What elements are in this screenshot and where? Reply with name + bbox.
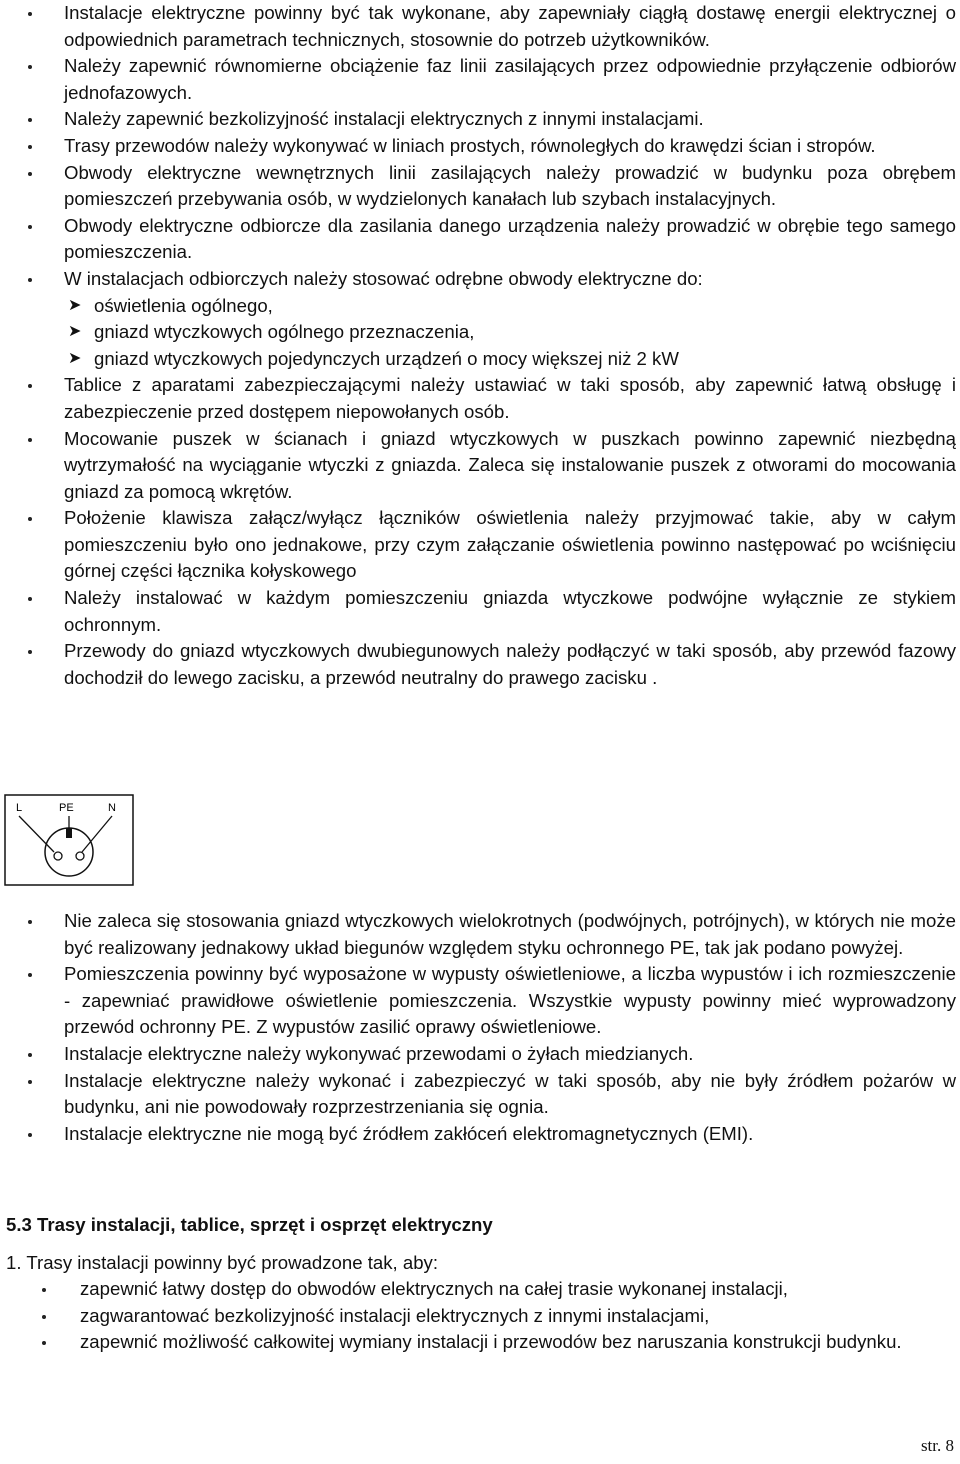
sub-list-item: ➤ gniazd wtyczkowych pojedynczych urządzeń o mocy większej niż 2 kW bbox=[64, 346, 956, 373]
sub-list-item: ➤ gniazd wtyczkowych ogólnego przeznaczenia, bbox=[64, 319, 956, 346]
list-item: Instalacje elektryczne należy wykonać i zabezpieczyć w taki sposób, aby nie były źródłem pożarów w budynku, ani nie powodowały rozprzestrzeniania się ognia. bbox=[0, 1068, 960, 1121]
bullet-icon bbox=[28, 278, 32, 282]
list-item: Nie zaleca się stosowania gniazd wtyczkowych wielokrotnych (podwójnych, potrójnych), w których nie może być realizowany jednakowy układ biegunów względem styku ochronnego PE, tak jak podano powyżej. bbox=[0, 908, 960, 961]
requirements-list-bottom bbox=[0, 908, 960, 1147]
list-item: Instalacje elektryczne nie mogą być źródłem zakłóceń elektromagnetycznych (EMI). bbox=[0, 1121, 960, 1148]
list-item: Mocowanie puszek w ścianach i gniazd wtyczkowych w puszkach powinno zapewnić niezbędną wytrzymałość na wyciąganie wtyczki z gniazda. Zaleca się instalowanie puszek z otworami do mocowania gniazd za pomocą wkrętów. bbox=[0, 426, 960, 506]
label-n: N bbox=[108, 802, 116, 814]
sub-list-item: ➤ oświetlenia ogólnego, bbox=[64, 293, 956, 320]
list-item: Instalacje elektryczne należy wykonywać przewodami o żyłach miedzianych. bbox=[0, 1041, 960, 1068]
list-item: Należy instalować w każdym pomieszczeniu gniazda wtyczkowe podwójne wyłącznie ze stykiem ochronnym. bbox=[0, 585, 960, 638]
bullet-icon bbox=[28, 973, 32, 977]
arrow-bullet-icon: ➤ bbox=[68, 323, 82, 341]
arrow-bullet-icon: ➤ bbox=[68, 349, 82, 367]
bullet-icon bbox=[28, 920, 32, 924]
socket-wiring-diagram bbox=[4, 794, 134, 886]
bullet-icon bbox=[28, 1133, 32, 1137]
bullet-icon bbox=[28, 384, 32, 388]
wire-n bbox=[82, 816, 112, 852]
socket-hole-left bbox=[54, 852, 62, 860]
protective-pin bbox=[66, 828, 72, 838]
list-item: Trasy przewodów należy wykonywać w liniach prostych, równoległych do krawędzi ścian i stropów. bbox=[0, 133, 960, 160]
list-item: zagwarantować bezkolizyjność instalacji elektrycznych z innymi instalacjami, bbox=[0, 1303, 960, 1330]
bullet-icon bbox=[42, 1288, 46, 1292]
list-item: zapewnić możliwość całkowitej wymiany instalacji i przewodów bez naruszania konstrukcji budynku. bbox=[0, 1329, 960, 1356]
bullet-icon bbox=[28, 1053, 32, 1057]
installation-routes-list bbox=[0, 1276, 960, 1356]
bullet-icon bbox=[28, 650, 32, 654]
list-item: Pomieszczenia powinny być wyposażone w wypusty oświetleniowe, a liczba wypustów i ich rozmieszczenie - zapewniać prawidłowe oświetlenie pomieszczenia. Wszystkie wypusty powinny mieć wyprowadzony przewód ochronny PE. Z wypustów zasilić oprawy oświetleniowe. bbox=[0, 961, 960, 1041]
bullet-icon bbox=[28, 12, 32, 16]
bullet-icon bbox=[28, 118, 32, 122]
list-item: Obwody elektryczne odbiorcze dla zasilania danego urządzenia należy prowadzić w obrębie tego samego pomieszczenia. bbox=[0, 213, 960, 266]
label-l: L bbox=[16, 802, 23, 814]
bullet-icon bbox=[42, 1315, 46, 1319]
bullet-icon bbox=[28, 225, 32, 229]
bullet-icon bbox=[28, 1080, 32, 1084]
arrow-bullet-icon: ➤ bbox=[68, 296, 82, 314]
list-item: Instalacje elektryczne powinny być tak wykonane, aby zapewniały ciągłą dostawę energii elektrycznej o odpowiednich parametrach technicznych, stosownie do potrzeb użytkowników. bbox=[0, 0, 960, 53]
sub-list bbox=[64, 293, 956, 373]
bullet-icon bbox=[28, 172, 32, 176]
list-item: Obwody elektryczne wewnętrznych linii zasilających należy prowadzić w budynku poza obrębem pomieszczeń przebywania osób, w wydzielonych kanałach lub szybach instalacyjnych. bbox=[0, 160, 960, 213]
socket-hole-right bbox=[76, 852, 84, 860]
bullet-icon bbox=[28, 438, 32, 442]
list-item: Należy zapewnić równomierne obciążenie faz linii zasilających przez odpowiednie przyłączenie odbiorów jednofazowych. bbox=[0, 53, 960, 106]
bullet-icon bbox=[28, 65, 32, 69]
list-item: zapewnić łatwy dostęp do obwodów elektrycznych na całej trasie wykonanej instalacji, bbox=[0, 1276, 960, 1303]
list-item: Tablice z aparatami zabezpieczającymi należy ustawiać w taki sposób, aby zapewnić łatwą obsługę i zabezpieczenie przed dostępem niepowołanych osób. bbox=[0, 372, 960, 425]
list-item: W instalacjach odbiorczych należy stosować odrębne obwody elektryczne do: ➤ oświetlenia ogólnego, ➤ gniazd wtyczkowych ogólnego przeznaczenia, ➤ gniazd wtyczkowych pojedynczych urządzeń o mocy większej niż 2 kW bbox=[0, 266, 960, 372]
bullet-icon bbox=[28, 517, 32, 521]
list-item: Położenie klawisza załącz/wyłącz łączników oświetlenia należy przyjmować takie, aby w całym pomieszczeniu było ono jednakowe, przy czym załączanie oświetlenia powinno następować po wciśnięciu górnej części łącznika kołyskowego bbox=[0, 505, 960, 585]
page-number: str. 8 bbox=[920, 1436, 954, 1456]
label-pe: PE bbox=[59, 802, 74, 814]
bullet-icon bbox=[28, 145, 32, 149]
list-item: Przewody do gniazd wtyczkowych dwubiegunowych należy podłączyć w taki sposób, aby przewód fazowy dochodził do lewego zacisku, a przewód neutralny do prawego zacisku . bbox=[0, 638, 960, 691]
requirements-list-top bbox=[0, 0, 960, 691]
subsection-intro: 1. Trasy instalacji powinny być prowadzone tak, aby: bbox=[6, 1252, 439, 1273]
list-item: Należy zapewnić bezkolizyjność instalacji elektrycznych z innymi instalacjami. bbox=[0, 106, 960, 133]
wire-l bbox=[19, 816, 54, 852]
section-heading: 5.3 Trasy instalacji, tablice, sprzęt i osprzęt elektryczny bbox=[6, 1214, 493, 1235]
bullet-icon bbox=[28, 597, 32, 601]
bullet-icon bbox=[42, 1341, 46, 1345]
